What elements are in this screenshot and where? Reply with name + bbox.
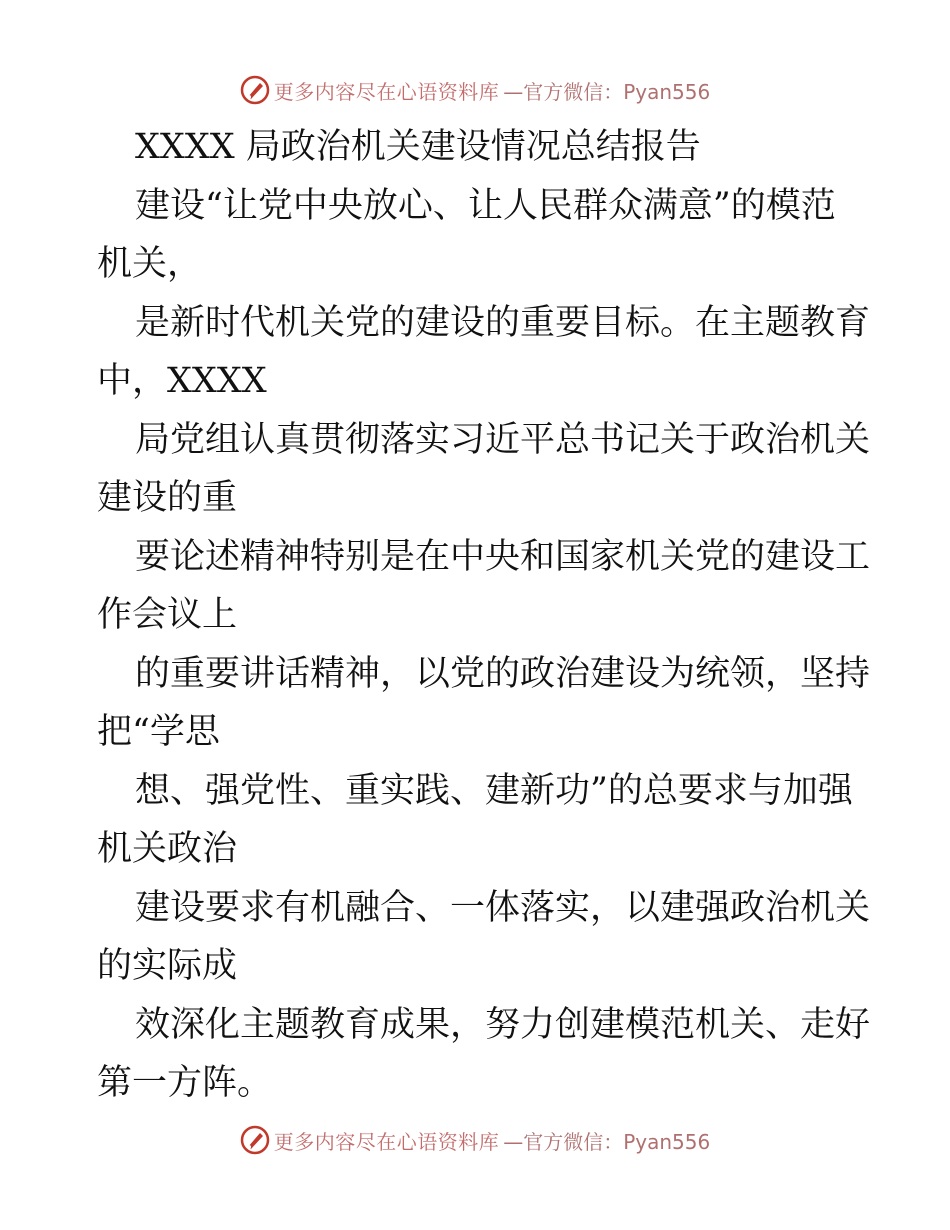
text-line: 把“学思	[97, 712, 220, 752]
document-body	[97, 118, 871, 1113]
header-watermark	[0, 70, 950, 110]
quill-logo-icon	[240, 75, 270, 105]
text-line: 要论述精神特别是在中央和国家机关党的建设工	[135, 536, 871, 577]
text-line: 想、强党性、重实践、建新功”的总要求与加强	[135, 770, 853, 811]
text-line: 是新时代机关党的建设的重要目标。在主题教育	[135, 302, 871, 343]
text-line: 作会议上	[97, 595, 238, 635]
text-line: 的重要讲话精神，以党的政治建设为统领，坚持	[135, 653, 871, 694]
watermark-suffix: —官方微信：Pyan556	[503, 1129, 711, 1154]
watermark-text: 更多内容尽在心语资料库	[273, 1129, 500, 1154]
text-line: 第一方阵。	[97, 1063, 273, 1103]
text-line: 建设“让党中央放心、让人民群众满意”的模范	[135, 185, 836, 226]
text-line: 建设的重	[97, 478, 238, 518]
text-line: 局党组认真贯彻落实习近平总书记关于政治机关	[135, 419, 871, 460]
footer-watermark	[0, 1120, 950, 1160]
watermark-suffix: —官方微信：Pyan556	[503, 79, 711, 104]
text-line: 机关，	[97, 244, 203, 284]
text-line: 效深化主题教育成果，努力创建模范机关、走好	[135, 1004, 871, 1045]
watermark-text: 更多内容尽在心语资料库	[273, 79, 500, 104]
text-line: 机关政治	[97, 829, 238, 869]
text-line: 的实际成	[97, 946, 238, 986]
quill-logo-icon	[240, 1125, 270, 1155]
text-line: 中，XXXX	[97, 361, 267, 401]
document-title: XXXX 局政治机关建设情况总结报告	[135, 127, 701, 167]
text-line: 建设要求有机融合、一体落实，以建强政治机关	[135, 887, 871, 928]
